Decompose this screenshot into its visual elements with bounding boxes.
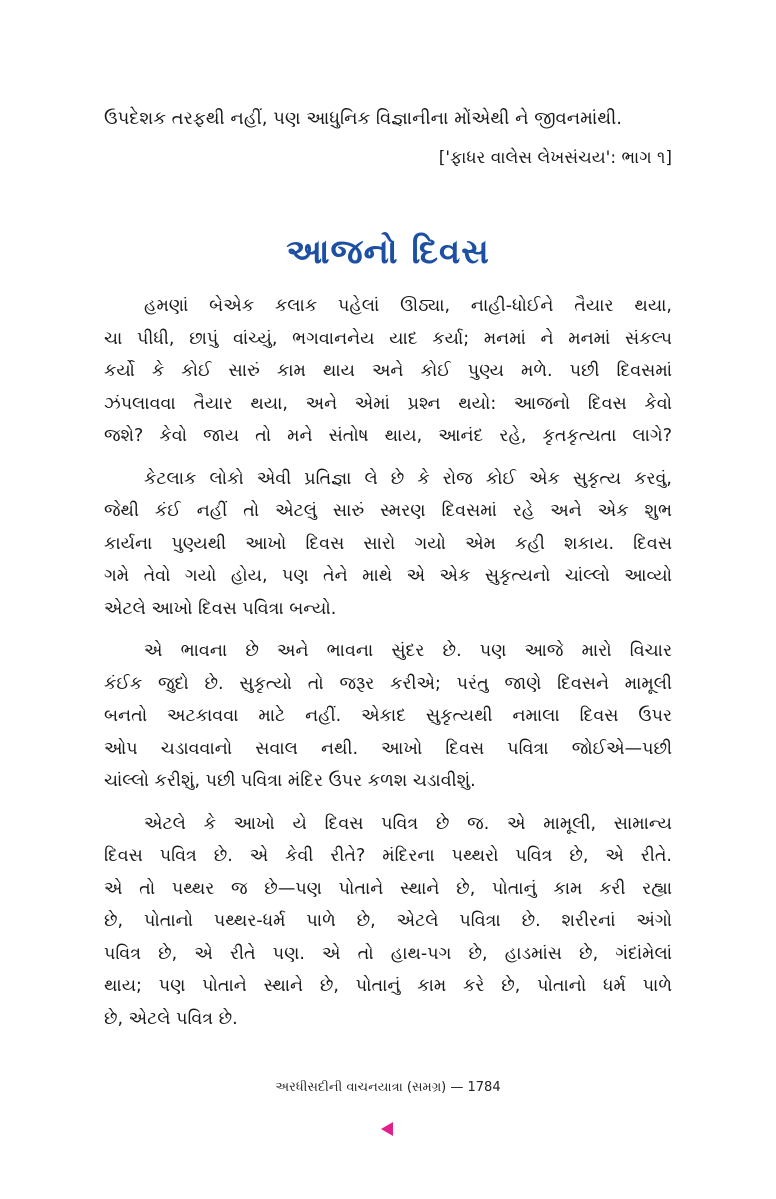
paragraph-line: થાય; પણ પોતાને સ્થાને છે, પોતાનું કામ કરે છે, પોતાનો ધર્મ પાળે <box>104 976 672 996</box>
paragraph-4 <box>104 808 672 1036</box>
paragraph-line: એટલે કે આખો યે દિવસ પવિત્ર છે જ. એ મામૂલી, સામાન્ય <box>144 813 672 834</box>
intro-line: ઉપદેશક તરફથી નહીં, પણ આધુનિક વિજ્ઞાનીના મોંએથી ને જીવનમાંથી. <box>104 108 622 129</box>
page-footer: અરધીસદીની વાચનયાત્રા (સમગ્ર) — 1784 <box>275 1080 501 1095</box>
chapter-title: આજનો દિવસ <box>286 232 490 272</box>
paragraph-line: જશે? કેવો જાય તો મને સંતોષ થાય, આનંદ રહે, કૃતકૃત્યતા લાગે? <box>104 426 672 446</box>
paragraph-line: એ તો પથ્થર જ છે—પણ પોતાને સ્થાને છે, પોતાનું કામ કરી રહ્યા <box>104 878 672 899</box>
paragraph-line: કંઈક જુદો છે. સુકૃત્યો તો જરૂર કરીએ; પરંતુ જાણે દિવસને મામૂલી <box>104 673 672 694</box>
citation: ['ફાધર વાલેસ લેખસંચય': ભાગ ૧] <box>438 148 672 168</box>
paragraph-3 <box>104 635 672 798</box>
paragraph-line: એ ભાવના છે અને ભાવના સુંદર છે. પણ આજે મારો વિચાર <box>144 641 672 661</box>
paragraph-line: કેટલાક લોકો એવી પ્રતિજ્ઞા લે છે કે રોજ કોઈ એક સુકૃત્ય કરવું, <box>144 468 672 489</box>
paragraph-line: જેથી કંઈ નહીં તો એટલું સારું સ્મરણ દિવસમાં રહે અને એક શુભ <box>104 501 672 521</box>
paragraph-line: ચા પીધી, છાપું વાંચ્યું, ભગવાનનેય યાદ કર્યા; મનમાં ને મનમાં સંકલ્પ <box>104 328 672 349</box>
paragraph-line: કાર્યના પુણ્યથી આખો દિવસ સારો ગયો એમ કહી શકાય. દિવસ <box>104 533 672 554</box>
paragraph-line: દિવસ પવિત્ર છે. એ કેવી રીતે? મંદિરના પથ્થરો પવિત્ર છે, એ રીતે. <box>104 846 672 866</box>
paragraph-line: એટલે આખો દિવસ પવિત્રા બન્યો. <box>104 598 337 619</box>
paragraph-line: છે, એટલે પવિત્ર છે. <box>104 1008 238 1029</box>
paragraph-line: ગમે તેવો ગયો હોય, પણ તેને માથે એ એક સુકૃત્યનો ચાંલ્લો આવ્યો <box>104 566 672 586</box>
paragraph-line: હમણાં બેએક કલાક પહેલાં ઊઠ્યા, નાહી-ધોઈને તૈયાર થયા, <box>144 296 672 316</box>
paragraph-line: ઝંપલાવવા તૈયાર થયા, અને એમાં પ્રશ્ન થયો: આજનો દિવસ કેવો <box>104 393 672 414</box>
paragraph-1 <box>104 290 672 453</box>
paragraph-2 <box>104 463 672 626</box>
paragraph-line: ચાંલ્લો કરીશું, પછી પવિત્રા મંદિર ઉપર કળશ ચડાવીશું. <box>104 771 476 791</box>
triangle-left-icon[interactable] <box>381 1122 393 1136</box>
paragraph-line: બનતો અટકાવવા માટે નહીં. એકાદ સુકૃત્યથી નમાલા દિવસ ઉપર <box>104 706 672 726</box>
paragraph-line: પવિત્ર છે, એ રીતે પણ. એ તો હાથ-પગ છે, હાડમાંસ છે, ગંદાંમેલાં <box>104 943 672 964</box>
chapter-body <box>104 290 672 1045</box>
paragraph-line: ઓપ ચડાવવાનો સવાલ નથી. આખો દિવસ પવિત્રા જોઈએ—પછી <box>104 738 672 759</box>
paragraph-line: કર્યો કે કોઈ સારું કામ થાય અને કોઈ પુણ્ય મળે. પછી દિવસમાં <box>104 361 672 381</box>
paragraph-line: છે, પોતાનો પથ્થર-ધર્મ પાળે છે, એટલે પવિત્રા છે. શરીરનાં અંગો <box>104 911 672 931</box>
